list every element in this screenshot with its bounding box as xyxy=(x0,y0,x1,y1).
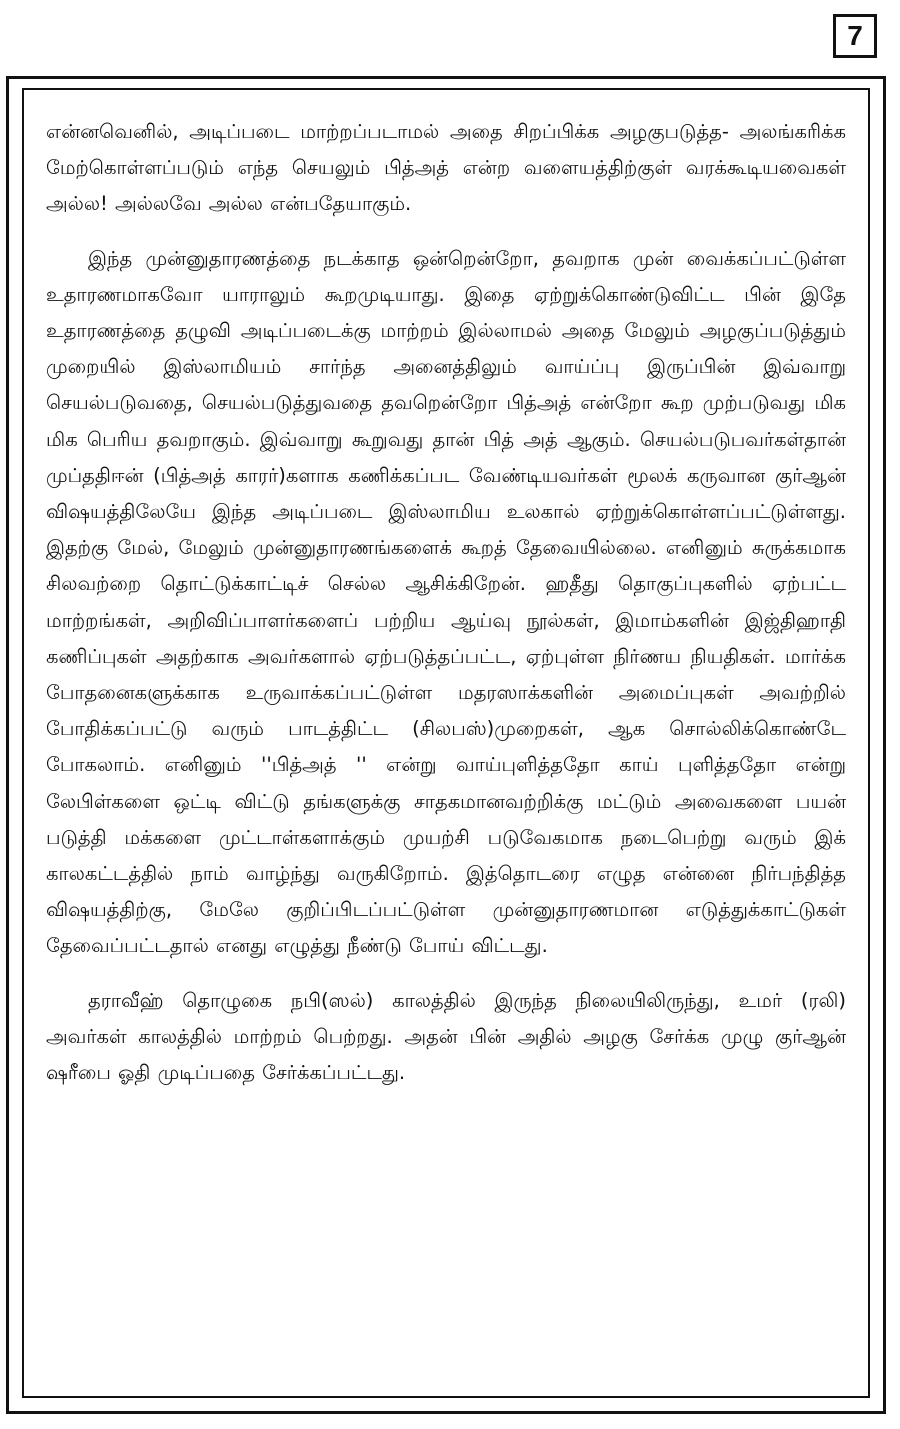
page-number: 7 xyxy=(833,14,877,58)
body-text xyxy=(46,114,846,1091)
paragraph: என்னவெனில், அடிப்படை மாற்றப்படாமல் அதை சிறப்பிக்க அழகுபடுத்த- அலங்கரிக்க மேற்கொள்ளப்படும் எந்த செயலும் பித்அத் என்ற வளையத்திற்குள் வரக்கூடியவைகள் அல்ல! அல்லவே அல்ல என்பதேயாகும். xyxy=(46,120,846,216)
paragraph: தராவீஹ் தொழுகை நபி(ஸல்) காலத்தில் இருந்த நிலையிலிருந்து, உமர் (ரலி) அவர்கள் காலத்தில் மாற்றம் பெற்றது. அதன் பின் அதில் அழகு சேர்க்க முழு குர்ஆன் ஷரீபை ஓதி முடிப்பதை சேர்க்கப்பட்டது. xyxy=(46,988,846,1085)
paragraph: இந்த முன்னுதாரணத்தை நடக்காத ஒன்றென்றோ, தவறாக முன் வைக்கப்பட்டுள்ள உதாரணமாகவோ யாராலும் கூறமுடியாது. இதை ஏற்றுக்கொண்டுவிட்ட பின் இதே உதாரணத்தை தழுவி அடிப்படைக்கு மாற்றம் இல்லாமல் அதை மேலும் அழகுப்படுத்தும் முறையில் இஸ்லாமியம் சார்ந்த அனைத்திலும் வாய்ப்பு இருப்பின் இவ்வாறு செயல்படுவதை, செயல்படுத்துவதை தவறென்றோ பித்அத் என்றோ கூற முற்படுவது மிக மிக பெரிய தவறாகும். இவ்வாறு கூறுவது தான் பித் அத் ஆகும். செயல்படுபவர்கள்தான் முப்ததிஈன் (பித்அத் காரர்)களாக கணிக்கப்பட வேண்டியவர்கள் மூலக் கருவான குர்ஆன் விஷயத்திலேயே இந்த அடிப்படை இஸ்லாமிய உலகால் ஏற்றுக்கொள்ளப்பட்டுள்ளது. இதற்கு மேல், மேலும் முன்னுதாரணங்களைக் கூறத் தேவையில்லை. எனினும் சுருக்கமாக சிலவற்றை தொட்டுக்காட்டிச் செல்ல ஆசிக்கிறேன். ஹதீது தொகுப்புகளில் ஏற்பட்ட மாற்றங்கள், அறிவிப்பாளர்களைப் பற்றிய ஆய்வு நூல்கள், இமாம்களின் இஜ்திஹாதி கணிப்புகள் அதற்காக அவர்களால் ஏற்படுத்தப்பட்ட, ஏற்புள்ள நிர்ணய நியதிகள். மார்க்க போதனைகளுக்காக உருவாக்கப்பட்டுள்ள மதரஸாக்களின் அமைப்புகள் அவற்றில் போதிக்கப்பட்டு வரும் பாடத்திட்ட (சிலபஸ்)முறைகள், ஆக சொல்லிக்கொண்டே போகலாம். எனினும் ''பித்அத் '' என்று வாய்புளித்ததோ காய் புளித்ததோ என்று லேபிள்களை ஒட்டி விட்டு தங்களுக்கு சாதகமானவற்றிக்கு மட்டும் அவைகளை பயன் படுத்தி மக்களை முட்டாள்களாக்கும் முயற்சி படுவேகமாக நடைபெற்று வரும் இக் காலகட்டத்தில் நாம் வாழ்ந்து வருகிறோம். இத்தொடரை எழுத என்னை நிர்பந்தித்த விஷயத்திற்கு, மேலே குறிப்பிடப்பட்டுள்ள முன்னுதாரணமான எடுத்துக்காட்டுகள் தேவைப்பட்டதால் எனது எழுத்து நீண்டு போய் விட்டது. xyxy=(46,246,846,958)
